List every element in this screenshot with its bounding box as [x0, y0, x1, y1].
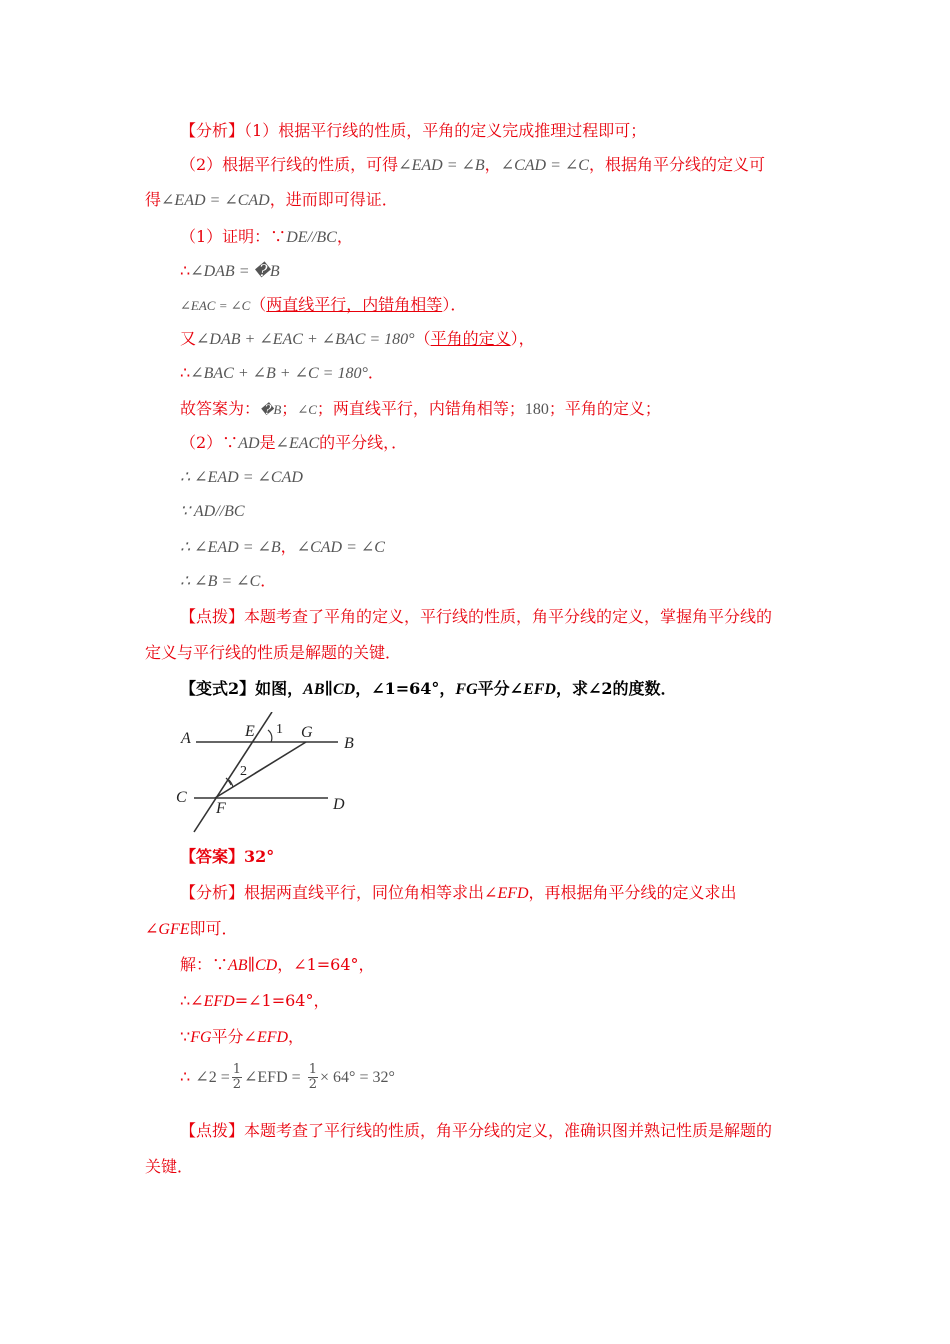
analysis-text: ，再根据角平分线的定义求出: [528, 883, 737, 902]
solution-text: =∠1=64°，: [234, 991, 330, 1010]
variant2-tip-2: [145, 1156, 193, 1178]
math-expression: CD: [332, 681, 356, 698]
math-expression: EFD: [256, 1029, 289, 1046]
tip-line-1: [180, 606, 772, 628]
variant2-tip-1: [180, 1120, 772, 1142]
solution-line-3: [180, 1026, 304, 1049]
period: ．: [260, 571, 277, 590]
label-a: A: [181, 730, 191, 747]
part2-line-5: [180, 570, 276, 593]
bracket: ）．: [442, 295, 467, 314]
period: ．: [367, 363, 384, 382]
math-expression: ∠EAC = ∠C: [180, 298, 251, 313]
analysis-text: 得: [145, 190, 162, 209]
analysis-text: （1）根据平行线的性质，平角的定义完成推理过程即可；: [244, 121, 647, 140]
math-expression: ∠CAD = ∠C: [500, 157, 589, 174]
label-b: B: [344, 735, 354, 752]
line-ef-transversal: [194, 712, 272, 832]
proof-line-5: [180, 362, 384, 385]
math-expression: FG: [455, 681, 478, 698]
separator: ，: [484, 155, 501, 174]
separator: ，: [280, 537, 297, 556]
proof-text: 是: [259, 433, 276, 452]
answer-line: [180, 398, 661, 421]
angle-1-arc: [268, 730, 272, 742]
variant2-question: [180, 678, 677, 701]
math-expression: ∠EAD = ∠B: [398, 157, 485, 174]
proof-line-4: [180, 328, 535, 351]
question-text: ，∠1=64°，: [355, 679, 456, 698]
math-expression: ∠C: [297, 402, 317, 417]
analysis-tag: 【分析】: [180, 883, 245, 902]
variant2-tag: 【变式2】: [180, 679, 256, 698]
math-expression: 180: [524, 401, 549, 418]
answer-text: 故答案为：: [180, 399, 261, 418]
tip-line-2: [145, 642, 401, 664]
separator: ，: [336, 227, 353, 246]
label-f: F: [216, 800, 226, 817]
question-text: 平分∠: [477, 679, 524, 698]
math-expression: AD: [238, 435, 260, 452]
solution-text: ∴∠: [180, 991, 204, 1010]
tip-text: 本题考查了平行线的性质，角平分线的定义，准确识图并熟记性质是解题的: [244, 1121, 773, 1140]
math-expression: CD: [254, 957, 278, 974]
math-expression: ∠EAC: [275, 435, 320, 452]
math-expression: ∠GFE: [145, 921, 190, 938]
math-expression: ∵ AD//BC: [180, 503, 245, 520]
fraction-numerator: 1: [232, 1062, 241, 1077]
fraction-denominator: 2: [308, 1077, 318, 1092]
math-expression: FG: [190, 1029, 212, 1046]
answer-tag: 【答案】: [180, 847, 245, 866]
variant2-analysis-1: [180, 882, 737, 905]
fill-blank: 平角的定义: [430, 329, 511, 348]
math-expression: DE//BC: [286, 229, 337, 246]
question-text: ，求∠2的度数．: [555, 679, 677, 698]
because-symbol: ∵: [180, 1027, 191, 1046]
parallel-symbol: ∥: [247, 955, 255, 974]
fraction-one-half: [232, 1063, 242, 1092]
proof-text: （1）证明：∵: [180, 227, 287, 246]
geometry-figure: [170, 712, 370, 836]
math-expression: ∴ ∠B = ∠C: [180, 573, 261, 590]
label-1: 1: [276, 722, 283, 737]
analysis-text: 即可．: [189, 919, 238, 938]
math-expression: ∠BAC + ∠B + ∠C = 180°: [190, 365, 368, 382]
tip-text: 关键．: [145, 1157, 194, 1176]
label-d: D: [333, 796, 345, 813]
therefore-symbol: ∴: [180, 363, 191, 382]
bracket: （: [414, 329, 431, 348]
math-expression: AB: [303, 681, 325, 698]
math-expression: EFD: [523, 681, 556, 698]
analysis-line-1: [180, 120, 646, 142]
math-expression: EFD: [203, 993, 235, 1010]
solution-line-4: [180, 1062, 395, 1093]
solution-line-1: [180, 954, 375, 977]
analysis-text: ，进而即可得证．: [269, 190, 398, 209]
therefore-symbol: ∴: [180, 1067, 191, 1086]
tip-text: 定义与平行线的性质是解题的关键．: [145, 643, 402, 662]
analysis-tag: 【分析】: [180, 121, 245, 140]
math-expression: EFD: [497, 885, 529, 902]
label-e: E: [245, 723, 255, 740]
proof-line-3: [180, 294, 466, 317]
tip-tag: 【点拨】: [180, 607, 245, 626]
part2-line-2: [180, 466, 303, 489]
question-text: 如图，: [255, 679, 304, 698]
solution-text: 平分∠: [211, 1027, 257, 1046]
bracket: （: [250, 295, 267, 314]
fraction-denominator: 2: [232, 1077, 241, 1092]
fraction-numerator: 1: [308, 1062, 318, 1077]
separator: ，: [288, 1027, 305, 1046]
separator: ；: [281, 399, 298, 418]
part2-line-3: [180, 500, 245, 523]
label-c: C: [176, 789, 187, 806]
math-expression: AB: [228, 957, 248, 974]
math-expression: ∠EAD = ∠CAD: [161, 192, 270, 209]
tip-tag: 【点拨】: [180, 1121, 245, 1140]
part2-line-1: [180, 432, 407, 455]
math-expression: ∠CAD = ∠C: [296, 539, 385, 556]
analysis-text: 根据两直线平行，同位角相等求出∠: [244, 883, 498, 902]
label-2: 2: [240, 764, 247, 779]
math-expression: �B: [260, 402, 282, 417]
math-expression: ∠DAB + ∠EAC + ∠BAC = 180°: [196, 331, 415, 348]
line-fg: [215, 742, 306, 798]
math-expression: × 64° = 32°: [320, 1069, 395, 1086]
fraction-one-half: [308, 1063, 318, 1092]
variant2-analysis-2: [145, 918, 238, 941]
answer-text: ；平角的定义；: [548, 399, 661, 418]
answer-text: ；两直线平行，内错角相等；: [316, 399, 525, 418]
variant2-answer: [180, 846, 274, 868]
solution-text: 解：∵: [180, 955, 229, 974]
answer-value: 32°: [244, 847, 275, 866]
parallel-symbol: ∥: [324, 679, 333, 698]
proof-text: （2）∵: [180, 433, 239, 452]
part2-line-4: [180, 536, 385, 559]
math-expression: ∴ ∠EAD = ∠CAD: [180, 469, 303, 486]
analysis-line-2: [180, 154, 765, 177]
therefore-symbol: ∴: [180, 261, 191, 280]
solution-text: ，∠1=64°，: [277, 955, 375, 974]
math-expression: ∠DAB = �B: [190, 263, 280, 280]
tip-text: 本题考查了平角的定义，平行线的性质，角平分线的定义，掌握角平分线的: [244, 607, 773, 626]
proof-text: 又: [180, 329, 197, 348]
proof-text: 的平分线，．: [319, 433, 408, 452]
analysis-text: ，根据角平分线的定义可: [588, 155, 765, 174]
analysis-text: （2）根据平行线的性质，可得: [180, 155, 399, 174]
angle-2-arc: [229, 780, 233, 787]
math-expression: ∠2 =: [195, 1069, 230, 1086]
analysis-line-3: [145, 189, 398, 212]
math-expression: ∴ ∠EAD = ∠B: [180, 539, 281, 556]
label-g: G: [301, 724, 313, 741]
math-expression: ∠EFD =: [244, 1069, 301, 1086]
fill-blank: 两直线平行，内错角相等: [266, 295, 443, 314]
bracket: ），: [510, 329, 535, 348]
solution-line-2: [180, 990, 329, 1013]
proof-line-1: [180, 226, 353, 249]
proof-line-2: [180, 260, 280, 283]
